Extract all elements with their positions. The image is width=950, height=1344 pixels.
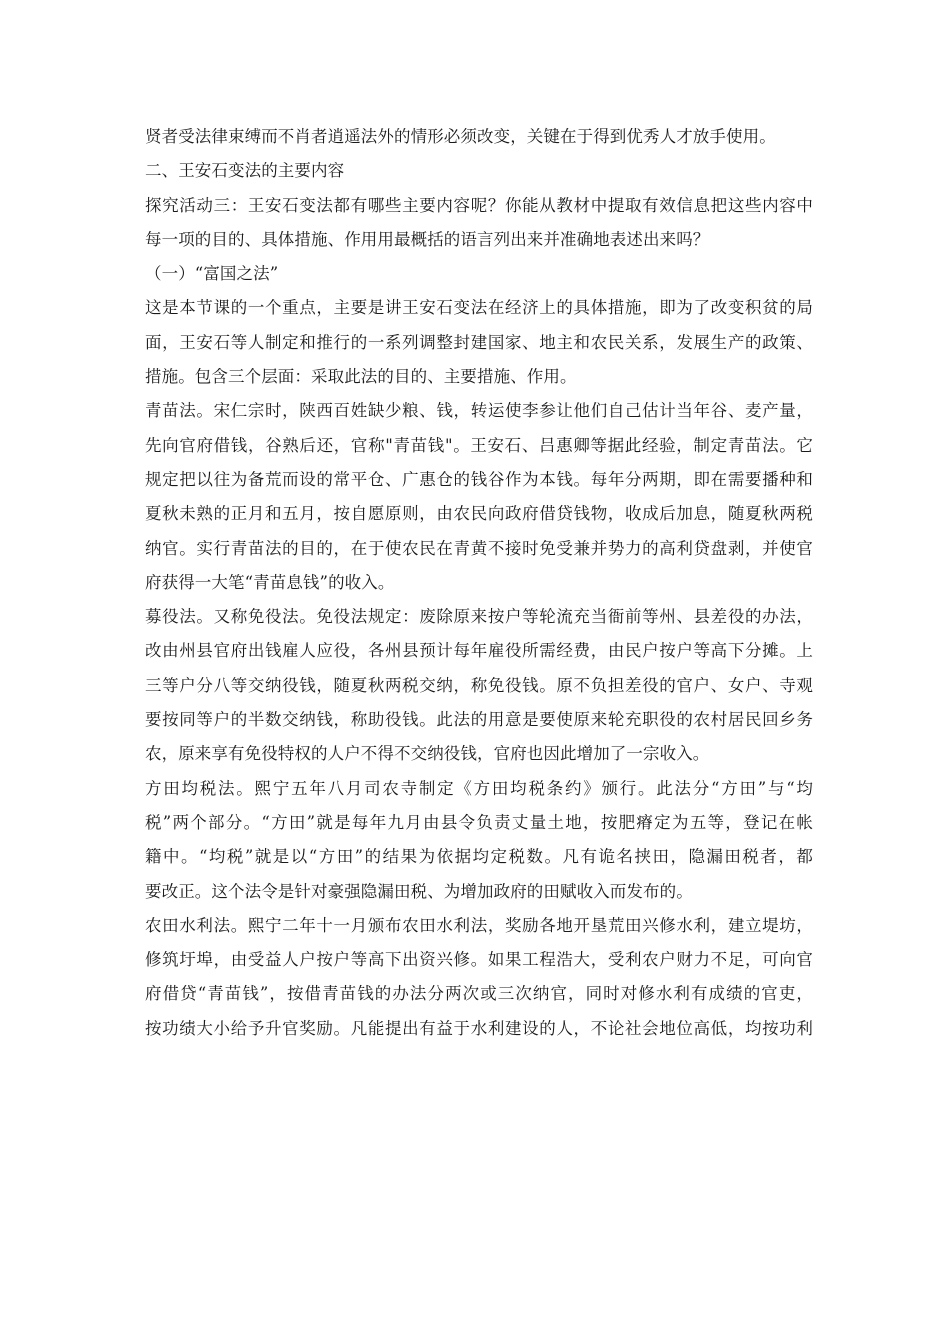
text-line: 这是本节课的一个重点，主要是讲王安石变法在经济上的具体措施，即为了改变积贫的局 — [145, 298, 813, 318]
text-line: 税”两个部分。“方田”就是每年九月由县令负责丈量土地，按肥瘠定为五等，登记在帐 — [145, 812, 813, 832]
text-line: 募役法。又称免役法。免役法规定：废除原来按户等轮流充当衙前等州、县差役的办法， — [145, 607, 813, 627]
text-line: 纳官。实行青苗法的目的，在于使农民在青黄不接时免受兼并势力的高利贷盘剥，并使官 — [145, 538, 813, 558]
text-line: 府获得一大笔“青苗息钱”的收入。 — [145, 572, 395, 592]
text-line: 农田水利法。熙宁二年十一月颁布农田水利法，奖励各地开垦荒田兴修水利，建立堤坊， — [145, 915, 813, 935]
text-line: 方田均税法。熙宁五年八月司农寺制定《方田均税条约》颁行。此法分“方田”与“均 — [145, 778, 813, 798]
text-line: 面，王安石等人制定和推行的一系列调整封建国家、地主和农民关系，发展生产的政策、 — [145, 332, 813, 352]
text-line: 夏秋未熟的正月和五月，按自愿原则，由农民向政府借贷钱物，收成后加息，随夏秋两税 — [145, 504, 813, 524]
text-line: 三等户分八等交纳役钱，随夏秋两税交纳，称免役钱。原不负担差役的官户、女户、寺观 — [145, 675, 813, 695]
text-line: 改由州县官府出钱雇人应役，各州县预计每年雇役所需经费，由民户按户等高下分摊。上 — [145, 641, 813, 661]
document-body — [145, 120, 813, 1046]
section-heading: 二、王安石变法的主要内容 — [145, 161, 345, 181]
text-line: 要按同等户的半数交纳钱，称助役钱。此法的用意是要使原来轮充职役的农村居民回乡务 — [145, 710, 813, 730]
text-line: 规定把以往为备荒而设的常平仓、广惠仓的钱谷作为本钱。每年分两期，即在需要播种和 — [145, 469, 813, 489]
text-line: 府借贷“青苗钱”，按借青苗钱的办法分两次或三次纳官，同时对修水利有成绩的官吏， — [145, 984, 813, 1004]
text-line: 青苗法。宋仁宗时，陕西百姓缺少粮、钱，转运使李参让他们自己估计当年谷、麦产量， — [145, 401, 813, 421]
text-line: 修筑圩埠，由受益人户按户等高下出资兴修。如果工程浩大，受利农户财力不足，可向官 — [145, 950, 813, 970]
text-line: 籍中。“均税”就是以“方田”的结果为依据均定税数。凡有诡名挟田，隐漏田税者，都 — [145, 847, 813, 867]
subsection-heading: （一）“富国之法” — [145, 264, 279, 284]
text-line: 措施。包含三个层面：采取此法的目的、主要措施、作用。 — [145, 367, 577, 387]
text-line: 农，原来享有免役特权的人户不得不交纳役钱，官府也因此增加了一宗收入。 — [145, 744, 710, 764]
text-line: 贤者受法律束缚而不肖者逍遥法外的情形必须改变，关键在于得到优秀人才放手使用。 — [145, 127, 776, 146]
text-line: 每一项的目的、具体措施、作用用最概括的语言列出来并准确地表述出来吗？ — [145, 229, 710, 249]
text-line: 探究活动三：王安石变法都有哪些主要内容呢？你能从教材中提取有效信息把这些内容中 — [145, 195, 813, 215]
text-line: 按功绩大小给予升官奖励。凡能提出有益于水利建设的人，不论社会地位高低，均按功利 — [145, 1018, 813, 1038]
text-line: 要改正。这个法令是针对豪强隐漏田税、为增加政府的田赋收入而发布的。 — [145, 881, 693, 901]
text-line: 先向官府借钱，谷熟后还，官称"青苗钱"。王安石、吕惠卿等据此经验，制定青苗法。它 — [145, 435, 813, 455]
